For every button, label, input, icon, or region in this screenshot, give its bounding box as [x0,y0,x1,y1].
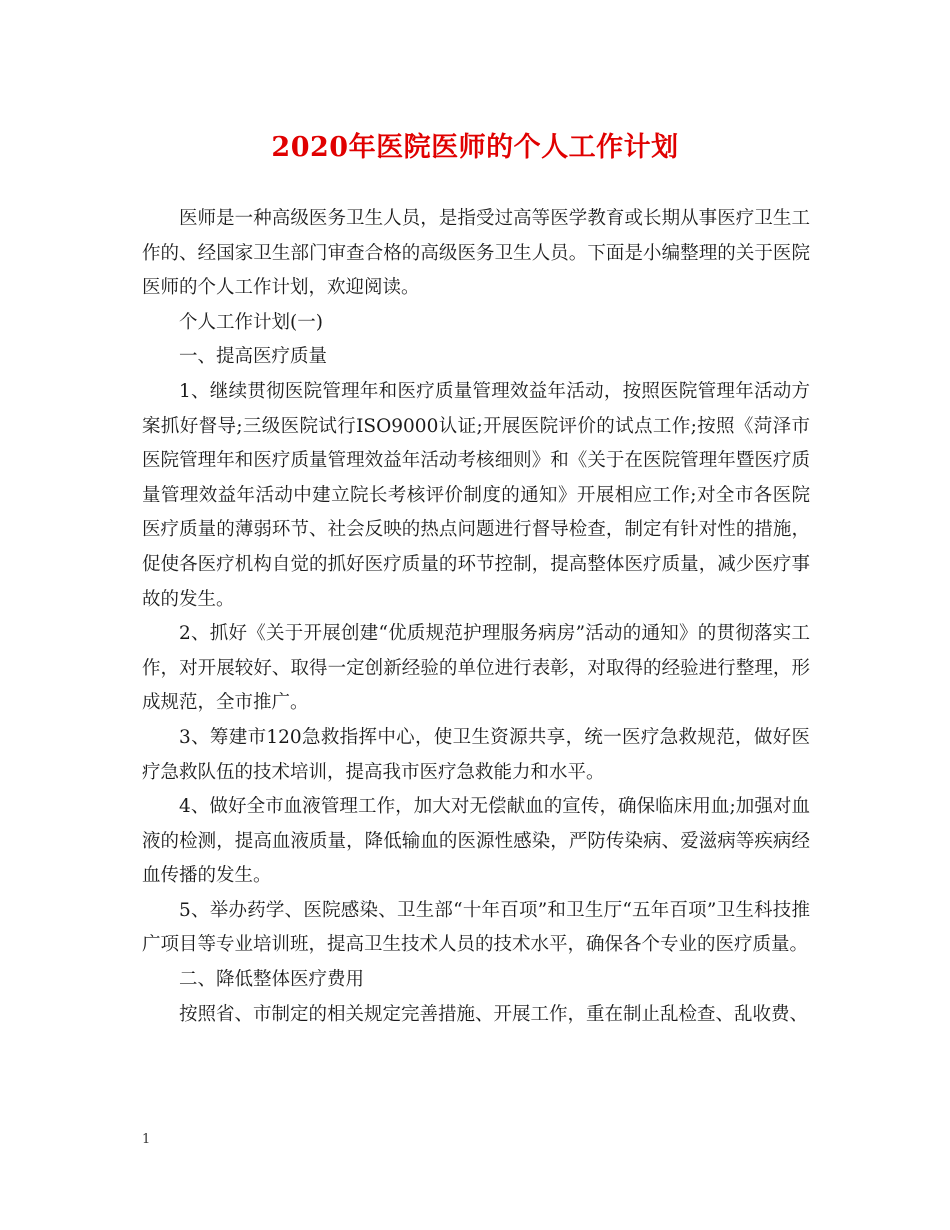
section-heading-reduce-cost: 二、降低整体医疗费用 [179,969,365,991]
paragraph-intro: 医师是一种高级医务卫生人员，是指受过高等医学教育或长期从事医疗卫生工作的、经国家卫生部门审查合格的高级医务卫生人员。下面是小编整理的关于医院医师的个人工作计划，欢迎阅读。 [142,208,810,299]
section-heading-plan-one: 个人工作计划(一) [179,311,323,333]
section-heading-improve-quality: 一、提高医疗质量 [179,346,328,368]
paragraph-cost-measures: 按照省、市制定的相关规定完善措施、开展工作，重在制止乱检查、乱收费、 [179,1003,809,1025]
document-title: 2020年医院医师的个人工作计划 [271,132,679,163]
paragraph-item-3: 3、筹建市120急救指挥中心，使卫生资源共享，统一医疗急救规范，做好医疗急救队伍的技术培训，提高我市医疗急救能力和水平。 [142,726,810,783]
paragraph-item-4: 4、做好全市血液管理工作，加大对无偿献血的宣传，确保临床用血;加强对血液的检测，提高血液质量，降低输血的医源性感染，严防传染病、爱滋病等疾病经血传播的发生。 [142,796,810,887]
document-body [142,202,810,1032]
paragraph-item-2: 2、抓好《关于开展创建“优质规范护理服务病房”活动的通知》的贯彻落实工作，对开展较好、取得一定创新经验的单位进行表彰，对取得的经验进行整理，形成规范，全市推广。 [142,623,810,714]
paragraph-item-5: 5、举办药学、医院感染、卫生部“十年百项”和卫生厅“五年百项”卫生科技推广项目等专业培训班，提高卫生技术人员的技术水平，确保各个专业的医疗质量。 [142,899,810,956]
page-number: 1 [142,1132,151,1147]
paragraph-item-1: 1、继续贯彻医院管理年和医疗质量管理效益年活动，按照医院管理年活动方案抓好督导;三级医院试行ISO9000认证;开展医院评价的试点工作;按照《菏泽市医院管理年和医疗质量管理效益年活动考核细则》和《关于在医院管理年暨医疗质量管理效益年活动中建立院长考核评价制度的通知》开展相应工作;对全市各医院医疗质量的薄弱环节、社会反映的热点问题进行督导检查，制定有针对性的措施，促使各医疗机构自觉的抓好医疗质量的环节控制，提高整体医疗质量，减少医疗事故的发生。 [142,380,810,610]
